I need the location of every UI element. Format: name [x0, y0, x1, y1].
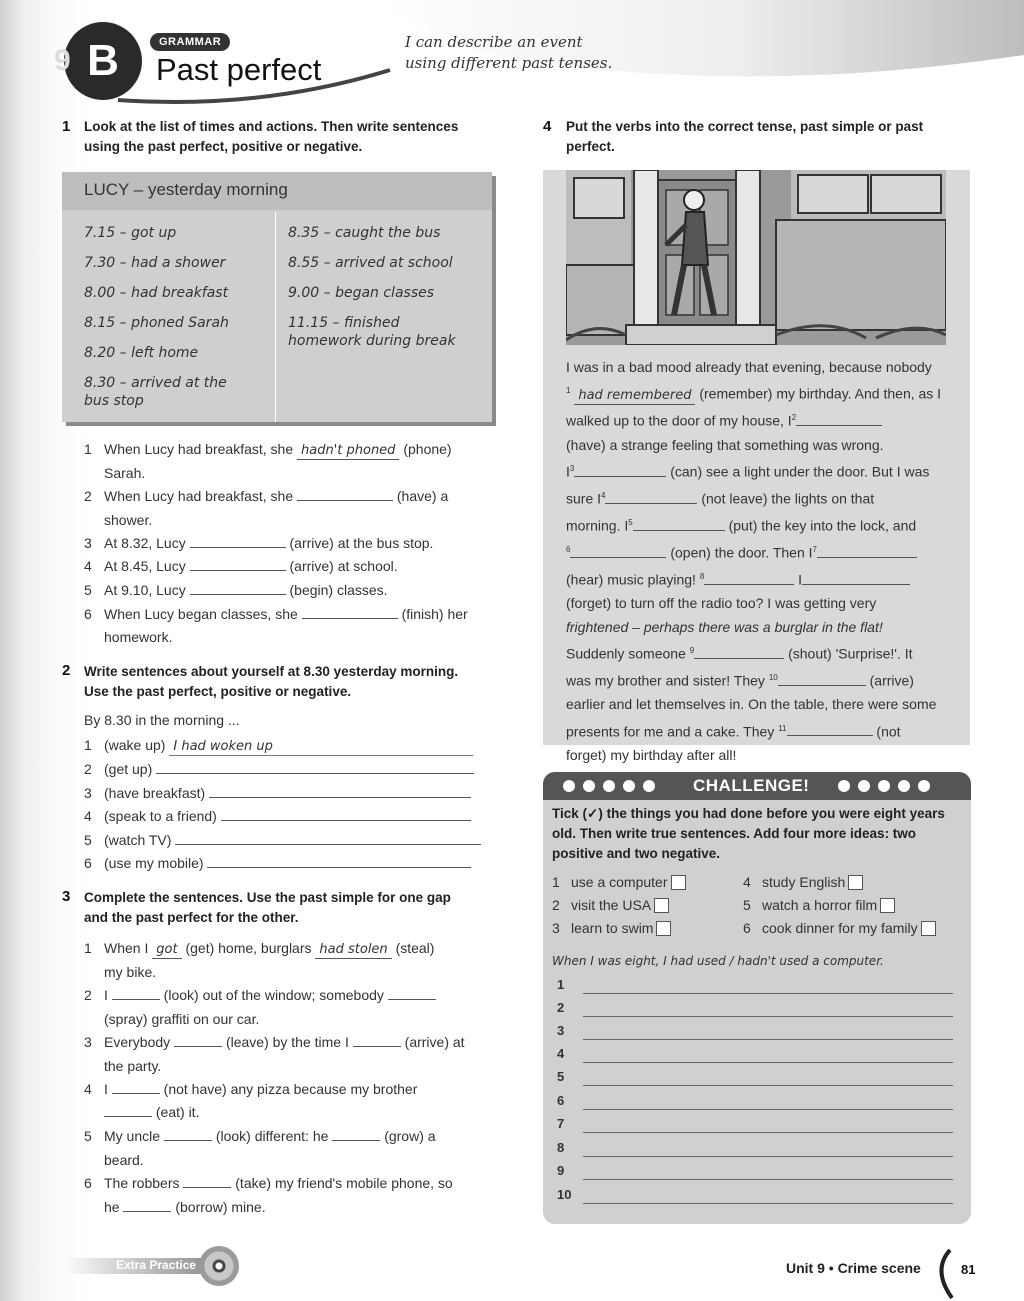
- challenge-title: CHALLENGE!: [693, 776, 810, 795]
- item-text: When I: [104, 940, 149, 956]
- challenge-header: [543, 772, 971, 800]
- ex3-item-5: 5 My uncle (look) different: he (grow) a: [84, 1124, 436, 1148]
- answer-blank[interactable]: [174, 1031, 222, 1047]
- answer-blank[interactable]: [112, 984, 160, 1000]
- writing-line[interactable]: [553, 1090, 953, 1112]
- ex1-item-6: 6 When Lucy began classes, she (finish) her: [84, 602, 468, 626]
- decorative-dot: [643, 780, 655, 792]
- story-fragment: (arrive): [869, 672, 914, 689]
- answer-blank[interactable]: [164, 1125, 212, 1141]
- instruction-line: Complete the sentences. Use the past simple for one gap: [84, 890, 451, 905]
- item-text: (eat) it.: [155, 1104, 200, 1120]
- lucy-timeline-box: [62, 172, 492, 422]
- answer-blank[interactable]: [817, 544, 917, 558]
- instruction-line: Write sentences about yourself at 8.30 yesterday morning.: [84, 664, 459, 679]
- tick-checkbox[interactable]: [654, 898, 669, 913]
- tick-checkbox[interactable]: [848, 875, 863, 890]
- answer-line[interactable]: [209, 782, 471, 798]
- exercise-3-instruction: [84, 888, 451, 928]
- ex1-item-4: 4 At 8.45, Lucy (arrive) at school.: [84, 554, 398, 578]
- item-text: (look) out of the window; somebody: [163, 987, 384, 1003]
- story-fragment: I: [798, 571, 803, 588]
- timeline-entry: 7.15 – got up: [84, 225, 177, 241]
- writing-line[interactable]: [553, 1066, 953, 1088]
- item-text: (have) a: [396, 488, 449, 504]
- story-fragment: (put) the key into the lock, and: [728, 517, 917, 534]
- timeline-entry: 8.00 – had breakfast: [84, 285, 229, 301]
- item-prompt: (get up): [104, 761, 153, 777]
- item-text: (not have) any pizza because my brother: [163, 1081, 418, 1097]
- ex1-item-2-cont: shower.: [104, 512, 153, 528]
- ex1-item-6-cont: homework.: [104, 629, 173, 645]
- answer-blank[interactable]: [704, 571, 794, 585]
- instruction-line: Put the verbs into the correct tense, past simple or past: [566, 119, 924, 134]
- item-prompt: (wake up): [104, 737, 166, 753]
- item-text: (borrow) mine.: [175, 1199, 266, 1215]
- story-fragment: (hear) music playing!: [566, 571, 696, 588]
- page-title: Past perfect: [156, 52, 322, 87]
- item-text: (arrive) at: [404, 1034, 465, 1050]
- instruction-line: perfect.: [566, 139, 615, 154]
- unit-badge: [54, 22, 142, 100]
- timeline-entry: [288, 314, 456, 350]
- item-text: (get) home, burglars: [185, 940, 312, 956]
- decorative-dot: [603, 780, 615, 792]
- tick-checkbox[interactable]: [671, 875, 686, 890]
- story-fragment: (not leave) the lights on that: [701, 490, 875, 507]
- decorative-dot: [838, 780, 850, 792]
- ex2-item-4: 4 (speak to a friend): [84, 804, 471, 828]
- timeline-entry: 8.55 – arrived at school: [288, 255, 453, 271]
- exercise-4-instruction: [566, 117, 923, 157]
- item-text: Everybody: [104, 1034, 171, 1050]
- item-prompt: (have breakfast): [104, 785, 206, 801]
- example-answer: I had woken up: [169, 739, 473, 756]
- instruction-line: using the past perfect, positive or negative.: [84, 139, 363, 154]
- writing-line[interactable]: [553, 1113, 953, 1135]
- page-number: 81: [961, 1262, 976, 1277]
- ex2-item-2: 2 (get up): [84, 757, 474, 781]
- exercise-3-number: 3: [62, 888, 71, 905]
- answer-blank[interactable]: [353, 1031, 401, 1047]
- writing-line[interactable]: [553, 974, 953, 996]
- story-fragment: (remember) my birthday. And then, as I: [699, 386, 942, 403]
- item-text: When Lucy had breakfast, she: [104, 441, 294, 457]
- writing-line[interactable]: [553, 1160, 953, 1182]
- instruction-line: Tick (✓) the things you had done before you were eight years: [552, 806, 945, 821]
- answer-blank[interactable]: [190, 532, 286, 548]
- ex3-item-4: 4 I (not have) any pizza because my brother: [84, 1077, 417, 1101]
- exercise-1-number: 1: [62, 118, 71, 135]
- section-tag: GRAMMAR: [150, 33, 230, 51]
- story-fragment: (can) see a light under the door. But I was: [670, 463, 930, 480]
- item-text: At 8.32, Lucy: [104, 535, 186, 551]
- answer-blank[interactable]: [190, 579, 286, 595]
- item-text: My uncle: [104, 1128, 161, 1144]
- story-fragment: (have) a strange feeling that something was wrong.: [566, 436, 884, 453]
- line-number: 1: [557, 977, 565, 992]
- story-fragment: I was in a bad mood already that evening, because nobody: [566, 359, 932, 375]
- challenge-item-2: 2 visit the USA: [552, 897, 669, 913]
- story-fragment: forget) my birthday after all!: [566, 746, 737, 763]
- answer-line[interactable]: [207, 852, 471, 868]
- story-fragment: morning. I: [566, 517, 629, 534]
- answer-blank[interactable]: [605, 490, 697, 504]
- ex1-item-1: 1 When Lucy had breakfast, she hadn't phoned (phone): [84, 441, 452, 458]
- answer-blank[interactable]: [332, 1125, 380, 1141]
- answer-blank[interactable]: [112, 1078, 160, 1094]
- item-text: (arrive) at school.: [289, 558, 398, 574]
- story-text: I was in a bad mood already that evening, because nobody $^1$ had remembered (remember) my birthday. And then, as I walked up to the door of my house, $I^2$ (have) a strange feeling that something was wrong. $I^3$ (can) see a light under the door. But I was sure $I^4$ (not leave) the lights on that morning. $I^5$ (put) the key into the lock, and $^6$ (open) the door. Then $I^7$ (hear) music playing! $^8$ I (forget) to turn off the radio too? I was getting very frightened – perhaps there was a burglar in the flat! Suddenly someone $^9$ (shout) 'Surprise!'. It was my brother and sister! They $^{10}$ (arrive) earlier and let themselves in. On the table, there were some presents for me and a cake. They $^{11}$ (not forget) my birthday after all!: [566, 359, 942, 763]
- ex3-item-2: 2 I (look) out of the window; somebody: [84, 983, 436, 1007]
- challenge-item-4: 4 study English: [743, 874, 863, 890]
- answer-blank[interactable]: [574, 463, 666, 477]
- challenge-instruction: [552, 804, 967, 864]
- answer-blank[interactable]: [183, 1172, 231, 1188]
- line-number: 8: [557, 1140, 565, 1155]
- answer-blank[interactable]: [787, 722, 873, 736]
- story-fragment: was my brother and sister! They: [566, 672, 765, 689]
- challenge-item-6: 6 cook dinner for my family: [743, 920, 936, 936]
- item-text: I: [104, 1081, 108, 1097]
- story-fragment: (open) the door. Then I: [670, 544, 813, 561]
- item-text: (look) different: he: [215, 1128, 329, 1144]
- ex1-item-2: 2 When Lucy had breakfast, she (have) a: [84, 484, 448, 508]
- decorative-dot: [858, 780, 870, 792]
- timeline-entry-line: homework during break: [288, 333, 456, 349]
- item-text: At 8.45, Lucy: [104, 558, 186, 574]
- ex1-item-1-cont: Sarah.: [104, 465, 146, 481]
- line-number: 4: [557, 1046, 565, 1061]
- item-text: use a computer: [571, 874, 668, 890]
- tick-checkbox[interactable]: [880, 898, 895, 913]
- answer-line[interactable]: [175, 829, 481, 845]
- timeline-entry-line: 11.15 – finished: [288, 315, 400, 331]
- instruction-line: Use the past perfect, positive or negative.: [84, 684, 352, 699]
- exercise-2-number: 2: [62, 662, 71, 679]
- timeline-entry: [84, 374, 227, 410]
- ex3-item-1: 1 When I got (get) home, burglars had stolen (steal): [84, 940, 435, 957]
- story-fragment: earlier and let themselves in. On the table, there were some: [566, 696, 937, 713]
- item-text: (finish) her: [401, 606, 468, 622]
- example-answer: had remembered: [574, 388, 695, 405]
- timeline-entry-line: 8.30 – arrived at the: [84, 375, 227, 391]
- exercise-2-instruction: [84, 662, 458, 702]
- story-fragment: (not: [876, 723, 901, 740]
- timeline-entry: 8.15 – phoned Sarah: [84, 315, 229, 331]
- item-text: When Lucy had breakfast, she: [104, 488, 294, 504]
- objective-line-2: using different past tenses.: [405, 54, 613, 72]
- story-fragment: I: [566, 463, 570, 480]
- timeline-entry-line: bus stop: [84, 393, 144, 409]
- ex1-item-3: 3 At 8.32, Lucy (arrive) at the bus stop.: [84, 531, 433, 555]
- story-fragment: walked up to the door of my house, I: [566, 413, 792, 430]
- answer-blank[interactable]: [297, 485, 393, 501]
- ex3-item-3-cont: the party.: [104, 1058, 162, 1074]
- instruction-line: and the past perfect for the other.: [84, 910, 299, 925]
- objective-line-1: I can describe an event: [405, 33, 583, 51]
- house-door-illustration: [566, 170, 946, 345]
- story-fragment: Suddenly someone: [566, 645, 686, 662]
- writing-line[interactable]: [553, 1137, 953, 1159]
- item-prompt: (speak to a friend): [104, 808, 217, 824]
- decorative-dot: [563, 780, 575, 792]
- challenge-item-1: 1 use a computer: [552, 874, 686, 890]
- exercise-1-instruction: [84, 117, 458, 157]
- challenge-item-3: 3 learn to swim: [552, 920, 671, 936]
- item-prompt: (use my mobile): [104, 855, 204, 871]
- item-text: I: [104, 987, 108, 1003]
- answer-blank[interactable]: [796, 412, 882, 426]
- ex2-item-5: 5 (watch TV): [84, 828, 481, 852]
- ex3-item-2-cont: (spray) graffiti on our car.: [104, 1011, 260, 1027]
- ex2-item-3: 3 (have breakfast): [84, 781, 471, 805]
- item-text: At 9.10, Lucy: [104, 582, 186, 598]
- ex2-item-6: 6 (use my mobile): [84, 851, 471, 875]
- item-text: (grow) a: [384, 1128, 436, 1144]
- item-text: (begin) classes.: [289, 582, 388, 598]
- answer-blank[interactable]: [302, 603, 398, 619]
- lucy-box-title: LUCY – yesterday morning: [84, 180, 288, 199]
- answer-blank[interactable]: [123, 1196, 171, 1212]
- tick-checkbox[interactable]: [656, 921, 671, 936]
- example-answer: had stolen: [315, 942, 391, 959]
- item-text: (steal): [395, 940, 435, 956]
- decorative-dot: [583, 780, 595, 792]
- story-fragment: presents for me and a cake. They: [566, 723, 775, 740]
- item-text: watch a horror film: [762, 897, 878, 913]
- timeline-entry: 7.30 – had a shower: [84, 255, 226, 271]
- decorative-dot: [898, 780, 910, 792]
- timeline-entry: 9.00 – began classes: [288, 285, 435, 301]
- item-text: When Lucy began classes, she: [104, 606, 298, 622]
- answer-blank[interactable]: [694, 645, 784, 659]
- line-number: 3: [557, 1023, 565, 1038]
- answer-blank[interactable]: [633, 517, 725, 531]
- ex3-item-3: 3 Everybody (leave) by the time I (arrive) at: [84, 1030, 465, 1054]
- writing-line[interactable]: [553, 997, 953, 1019]
- item-text: visit the USA: [571, 897, 652, 913]
- line-number: 6: [557, 1093, 565, 1108]
- decorative-dot: [878, 780, 890, 792]
- item-text: cook dinner for my family: [762, 920, 918, 936]
- writing-line[interactable]: [553, 1184, 953, 1206]
- ex3-item-6-cont: [104, 1195, 266, 1219]
- cd-rom-icon: [199, 1246, 239, 1286]
- instruction-line: Look at the list of times and actions. Then write sentences: [84, 119, 459, 134]
- ex1-item-5: 5 At 9.10, Lucy (begin) classes.: [84, 578, 388, 602]
- story-fragment: (forget) to turn off the radio too? I was getting very: [566, 595, 877, 612]
- ex3-item-1-cont: my bike.: [104, 964, 157, 980]
- challenge-example: When I was eight, I had used / hadn't used a computer.: [552, 954, 884, 968]
- item-text: he: [104, 1199, 120, 1215]
- story-fragment: sure I: [566, 490, 602, 507]
- story-fragment: (shout) 'Surprise!'. It: [788, 645, 913, 662]
- instruction-line: old. Then write true sentences. Add four more ideas: two: [552, 826, 917, 841]
- instruction-line: positive and two negative.: [552, 846, 721, 861]
- answer-line[interactable]: [156, 758, 474, 774]
- unit-footer-label: Unit 9 • Crime scene: [786, 1260, 921, 1276]
- decorative-dot: [918, 780, 930, 792]
- example-answer: got: [152, 942, 181, 959]
- lesson-letter: B: [87, 36, 119, 85]
- unit-number: 9: [54, 44, 71, 77]
- tick-checkbox[interactable]: [921, 921, 936, 936]
- line-number: 9: [557, 1163, 565, 1178]
- item-text: (leave) by the time I: [225, 1034, 349, 1050]
- item-text: The robbers: [104, 1175, 180, 1191]
- item-text: (take) my friend's mobile phone, so: [235, 1175, 453, 1191]
- item-prompt: (watch TV): [104, 832, 172, 848]
- extra-practice-label[interactable]: Extra Practice: [116, 1258, 197, 1272]
- ex3-item-4-cont: [104, 1100, 199, 1124]
- line-number: 5: [557, 1069, 565, 1084]
- line-number: 2: [557, 1000, 565, 1015]
- example-answer: hadn't phoned: [297, 443, 399, 460]
- writing-line[interactable]: [553, 1020, 953, 1042]
- answer-blank[interactable]: [190, 555, 286, 571]
- ex2-item-1: 1 (wake up) I had woken up: [84, 733, 482, 757]
- writing-line[interactable]: [553, 1043, 953, 1065]
- line-number: 10: [557, 1187, 572, 1202]
- timeline-entry: 8.35 – caught the bus: [288, 225, 441, 241]
- timeline-entry: 8.20 – left home: [84, 345, 199, 361]
- lesson-objective: [405, 32, 612, 74]
- item-text: learn to swim: [571, 920, 654, 936]
- line-number: 7: [557, 1116, 565, 1131]
- item-text: (arrive) at the bus stop.: [289, 535, 434, 551]
- challenge-item-5: 5 watch a horror film: [743, 897, 895, 913]
- ex3-item-5-cont: beard.: [104, 1152, 144, 1168]
- column-divider: [275, 212, 276, 422]
- answer-blank[interactable]: [570, 544, 666, 558]
- answer-blank[interactable]: [778, 672, 866, 686]
- challenge-box: [543, 772, 971, 1224]
- item-text: study English: [762, 874, 846, 890]
- ex3-item-6: 6 The robbers (take) my friend's mobile phone, so: [84, 1171, 453, 1195]
- answer-blank[interactable]: [802, 571, 910, 585]
- item-text: (phone): [403, 441, 452, 457]
- decorative-dot: [623, 780, 635, 792]
- ex2-lead: By 8.30 in the morning ...: [84, 712, 240, 728]
- answer-blank[interactable]: [104, 1101, 152, 1117]
- story-fragment: frightened – perhaps there was a burglar in the flat!: [566, 618, 883, 635]
- exercise-4-number: 4: [543, 118, 552, 135]
- answer-line[interactable]: [221, 805, 471, 821]
- answer-blank[interactable]: [388, 984, 436, 1000]
